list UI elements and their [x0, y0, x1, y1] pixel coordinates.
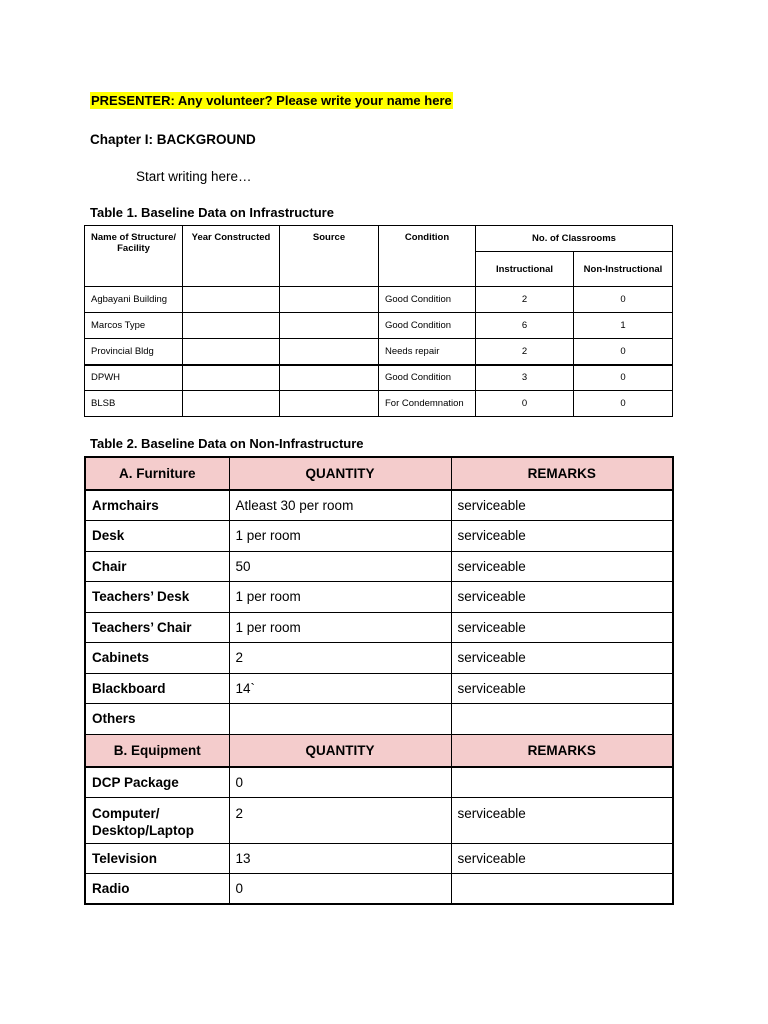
cell-non-instructional[interactable]: 0 [574, 391, 673, 417]
cell-remarks[interactable]: serviceable [451, 612, 673, 643]
cell-item[interactable]: Desk [85, 521, 229, 552]
cell-source[interactable] [280, 339, 379, 365]
table-row [85, 612, 673, 643]
cell-condition[interactable]: Good Condition [379, 287, 476, 313]
cell-year[interactable] [183, 339, 280, 365]
chapter-heading: Chapter I: BACKGROUND [90, 132, 256, 147]
table-row [85, 767, 673, 798]
cell-name[interactable]: BLSB [85, 391, 183, 417]
header-name: Name of Structure/ Facility [85, 226, 183, 287]
cell-quantity[interactable]: 50 [229, 551, 451, 582]
furniture-header-row [85, 457, 673, 490]
cell-instructional[interactable]: 3 [476, 365, 574, 391]
cell-quantity[interactable]: 1 per room [229, 521, 451, 552]
cell-source[interactable] [280, 313, 379, 339]
cell-name[interactable]: DPWH [85, 365, 183, 391]
table-row [85, 287, 673, 313]
cell-instructional[interactable]: 2 [476, 339, 574, 365]
cell-source[interactable] [280, 391, 379, 417]
body-placeholder[interactable]: Start writing here… [136, 169, 252, 184]
cell-item[interactable]: Armchairs [85, 490, 229, 521]
header-non-instructional: Non-Instructional [574, 252, 673, 287]
cell-quantity[interactable]: 0 [229, 767, 451, 798]
cell-name[interactable]: Provincial Bldg [85, 339, 183, 365]
cell-item[interactable]: Others [85, 704, 229, 735]
presenter-line[interactable]: PRESENTER: Any volunteer? Please write your name here [91, 93, 452, 108]
cell-remarks[interactable]: serviceable [451, 843, 673, 874]
table-row [85, 797, 673, 843]
cell-remarks[interactable]: serviceable [451, 643, 673, 674]
cell-quantity[interactable]: Atleast 30 per room [229, 490, 451, 521]
table-row [85, 313, 673, 339]
cell-instructional[interactable]: 6 [476, 313, 574, 339]
cell-name[interactable]: Marcos Type [85, 313, 183, 339]
section-equipment: B. Equipment [85, 734, 229, 767]
table-row [85, 551, 673, 582]
non-infrastructure-table [84, 456, 674, 905]
table-row [85, 490, 673, 521]
header-quantity: QUANTITY [229, 734, 451, 767]
cell-item[interactable]: Teachers’ Desk [85, 582, 229, 613]
cell-remarks[interactable]: serviceable [451, 797, 673, 843]
cell-name[interactable]: Agbayani Building [85, 287, 183, 313]
cell-quantity[interactable]: 2 [229, 643, 451, 674]
cell-quantity[interactable]: 1 per room [229, 582, 451, 613]
cell-quantity[interactable]: 1 per room [229, 612, 451, 643]
cell-condition[interactable]: For Condemnation [379, 391, 476, 417]
table-row [85, 643, 673, 674]
cell-remarks[interactable] [451, 874, 673, 905]
cell-year[interactable] [183, 287, 280, 313]
cell-source[interactable] [280, 287, 379, 313]
cell-instructional[interactable]: 0 [476, 391, 574, 417]
header-instructional: Instructional [476, 252, 574, 287]
table-row [85, 704, 673, 735]
infrastructure-table [84, 225, 673, 417]
cell-remarks[interactable] [451, 704, 673, 735]
table-row [85, 874, 673, 905]
header-quantity: QUANTITY [229, 457, 451, 490]
cell-item[interactable]: Computer/ Desktop/Laptop [85, 797, 229, 843]
table1-title: Table 1. Baseline Data on Infrastructure [90, 205, 334, 220]
cell-quantity[interactable]: 2 [229, 797, 451, 843]
cell-item[interactable]: Television [85, 843, 229, 874]
cell-item[interactable]: Cabinets [85, 643, 229, 674]
table-row [85, 339, 673, 365]
cell-item[interactable]: Radio [85, 874, 229, 905]
cell-source[interactable] [280, 365, 379, 391]
section-furniture: A. Furniture [85, 457, 229, 490]
cell-remarks[interactable]: serviceable [451, 673, 673, 704]
cell-non-instructional[interactable]: 0 [574, 287, 673, 313]
cell-quantity[interactable]: 13 [229, 843, 451, 874]
header-classrooms: No. of Classrooms [476, 226, 673, 252]
equipment-header-row [85, 734, 673, 767]
header-remarks: REMARKS [451, 734, 673, 767]
cell-non-instructional[interactable]: 1 [574, 313, 673, 339]
cell-year[interactable] [183, 391, 280, 417]
cell-item[interactable]: DCP Package [85, 767, 229, 798]
cell-item[interactable]: Chair [85, 551, 229, 582]
cell-condition[interactable]: Good Condition [379, 313, 476, 339]
table-row [85, 391, 673, 417]
cell-remarks[interactable]: serviceable [451, 521, 673, 552]
table-row [85, 521, 673, 552]
table-row [85, 365, 673, 391]
cell-item[interactable]: Blackboard [85, 673, 229, 704]
table2-title: Table 2. Baseline Data on Non-Infrastructure [90, 436, 364, 451]
cell-year[interactable] [183, 313, 280, 339]
cell-remarks[interactable]: serviceable [451, 490, 673, 521]
cell-non-instructional[interactable]: 0 [574, 339, 673, 365]
cell-remarks[interactable]: serviceable [451, 582, 673, 613]
cell-quantity[interactable]: 0 [229, 874, 451, 905]
header-remarks: REMARKS [451, 457, 673, 490]
header-condition: Condition [379, 226, 476, 287]
table-row [85, 673, 673, 704]
header-source: Source [280, 226, 379, 287]
cell-quantity[interactable] [229, 704, 451, 735]
cell-condition[interactable]: Needs repair [379, 339, 476, 365]
cell-year[interactable] [183, 365, 280, 391]
cell-quantity[interactable]: 14` [229, 673, 451, 704]
cell-remarks[interactable] [451, 767, 673, 798]
cell-instructional[interactable]: 2 [476, 287, 574, 313]
cell-remarks[interactable]: serviceable [451, 551, 673, 582]
cell-item[interactable]: Teachers’ Chair [85, 612, 229, 643]
cell-condition[interactable]: Good Condition [379, 365, 476, 391]
cell-non-instructional[interactable]: 0 [574, 365, 673, 391]
table-row [85, 582, 673, 613]
header-year: Year Constructed [183, 226, 280, 287]
table-row [85, 843, 673, 874]
